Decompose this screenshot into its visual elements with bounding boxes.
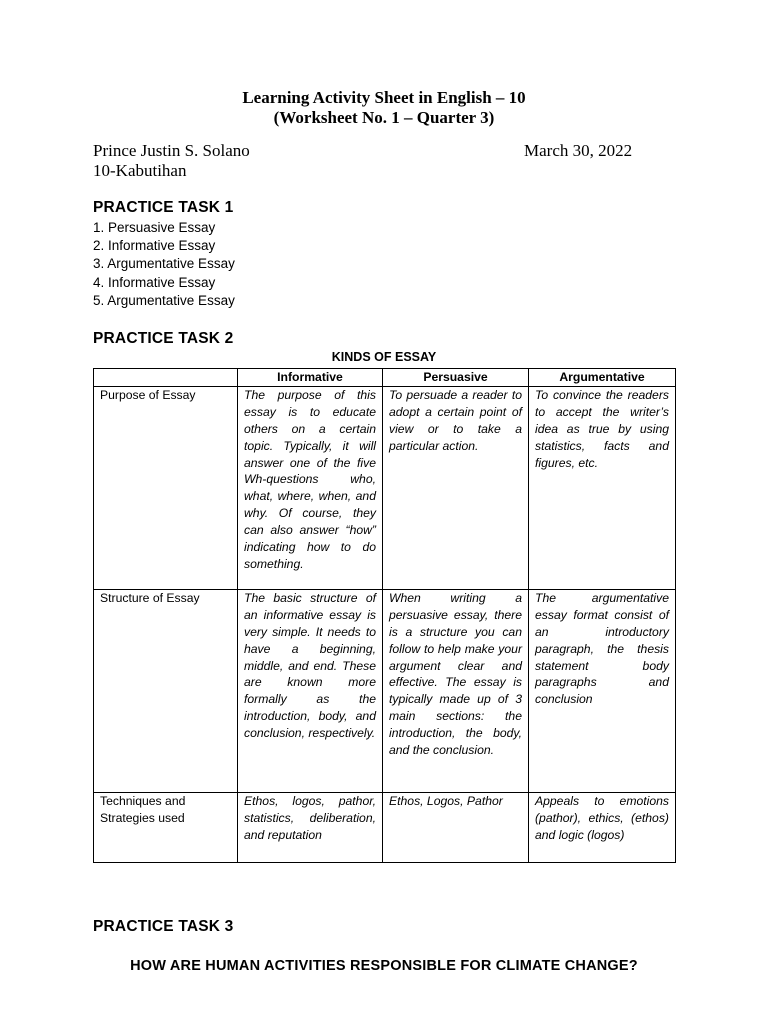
answer-item: 5. Argumentative Essay [93,292,235,308]
table-row [94,386,676,589]
practice-task-2-heading: PRACTICE TASK 2 [93,330,234,347]
sheet-date: March 30, 2022 [524,141,633,160]
table-cell: The purpose of this essay is to educate others on a certain topic. Typically, it will answer one of the five Wh-questions who, what, where, when, and why. Of course, they can also answer “how” indicating how to do something. [238,386,383,589]
table-cell: Ethos, Logos, Pathor [383,792,529,862]
answer-item: 4. Informative Essay [93,274,216,290]
row-label: Structure of Essay [94,589,238,792]
practice-task-3-question: HOW ARE HUMAN ACTIVITIES RESPONSIBLE FOR CLIMATE CHANGE? [130,958,638,974]
table-cell: Ethos, logos, pathor, statistics, deliberation, and reputation [238,792,383,862]
table-caption: KINDS OF ESSAY [331,350,437,364]
table-cell: To persuade a reader to adopt a certain point of view or to take a particular action. [383,386,529,589]
header-cell-informative: Informative [238,369,383,387]
table-cell: To convince the readers to accept the writer’s idea as true by using statistics, facts and figures, etc. [529,386,676,589]
document-subtitle: (Worksheet No. 1 – Quarter 3) [273,108,495,127]
practice-task-3-heading: PRACTICE TASK 3 [93,918,234,935]
table-row [94,792,676,862]
answer-item: 1. Persuasive Essay [93,220,216,235]
row-label: Techniques and Strategies used [94,792,238,862]
table-row [94,589,676,792]
document-title: Learning Activity Sheet in English – 10 [242,88,526,107]
table-cell: The basic structure of an informative essay is very simple. It needs to have a beginning, middle, and end. These are known more formally as the introduction, body, and conclusion, respectively. [238,589,383,792]
row-label: Purpose of Essay [94,386,238,589]
header-cell-empty [94,369,238,387]
kinds-of-essay-table [93,368,676,863]
table-cell: The argumentative essay format consist of an introductory paragraph, the thesis statement body paragraphs and conclusion [529,589,676,792]
answer-item: 2. Informative Essay [93,238,216,254]
header-cell-argumentative: Argumentative [529,369,676,387]
table-header-row [94,369,676,387]
practice-task-1-heading: PRACTICE TASK 1 [93,199,234,216]
answer-item: 3. Argumentative Essay [93,256,235,272]
table-cell: Appeals to emotions (pathor), ethics, (ethos) and logic (logos) [529,792,676,862]
practice-task-1-answers [93,219,235,310]
student-section: 10-Kabutihan [93,161,187,180]
table-cell: When writing a persuasive essay, there is a structure you can follow to help make your argument clear and effective. The essay is typically made up of 3 main sections: the introduction, the body, and the conclusion. [383,589,529,792]
header-cell-persuasive: Persuasive [383,369,529,387]
student-name: Prince Justin S. Solano [93,141,250,160]
document-header [0,88,768,128]
